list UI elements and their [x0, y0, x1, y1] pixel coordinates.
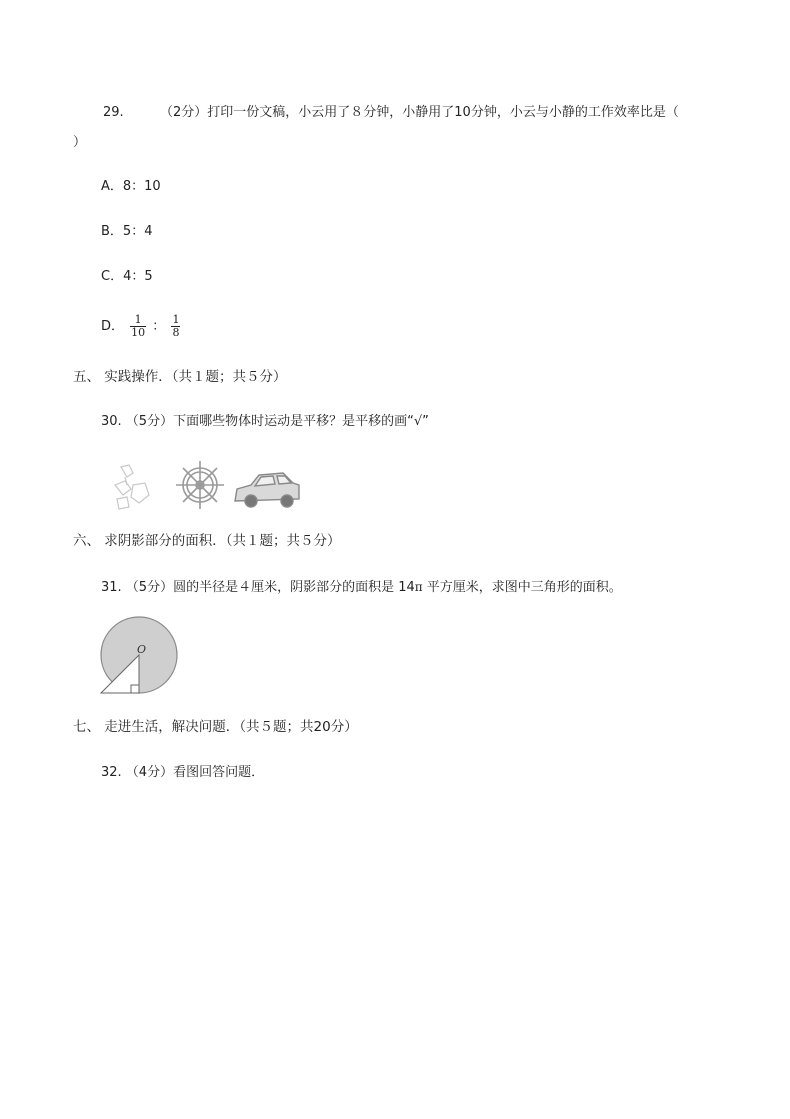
fraction-numerator: 1	[134, 313, 142, 326]
q29-option-d	[101, 313, 182, 341]
q31-circle-figure	[98, 616, 182, 698]
q31-text-after: 平方厘米，求图中三角形的面积。	[422, 580, 622, 595]
q30-text: 30. （5分）下面哪些物体时运动是平移？是平移的画“√”	[101, 414, 429, 429]
q32-text: 32. （4分）看图回答问题．	[101, 765, 265, 780]
section-6-heading: 六、 求阴影部分的面积．（共１题；共５分）	[73, 533, 341, 549]
q29-option-a: A．8：10	[101, 179, 161, 194]
q29-option-b: B．5：4	[101, 224, 153, 239]
fraction-1-8	[171, 314, 180, 339]
q31-text	[101, 578, 622, 597]
fraction-1-10	[130, 314, 146, 339]
q29-option-c: C．4：5	[101, 269, 153, 284]
car-icon	[235, 473, 299, 507]
fraction-denominator: 10	[131, 326, 146, 339]
center-label: O	[137, 643, 147, 656]
crane-icon	[115, 465, 149, 509]
q30-figures	[105, 455, 305, 515]
steering-wheel-icon	[176, 461, 224, 509]
fraction-numerator: 1	[172, 313, 180, 326]
option-d-prefix: D．	[101, 319, 125, 334]
q29-text-cont: ）	[73, 135, 87, 150]
q29-number: 29.	[103, 105, 124, 120]
section-5-heading: 五、 实践操作．（共１题；共５分）	[73, 369, 287, 385]
q31-text-before: 31. （5分）圆的半径是４厘米，阴影部分的面积是 14	[101, 580, 415, 595]
q29-text: （2分）打印一份文稿，小云用了８分钟，小静用了10分钟，小云与小静的工作效率比是（	[160, 105, 679, 120]
option-d-colon: ：	[152, 319, 166, 334]
pi-symbol: π	[414, 580, 423, 594]
section-7-heading: 七、 走进生活，解决问题．（共５题；共20分）	[73, 719, 358, 735]
fraction-denominator: 8	[172, 326, 180, 339]
